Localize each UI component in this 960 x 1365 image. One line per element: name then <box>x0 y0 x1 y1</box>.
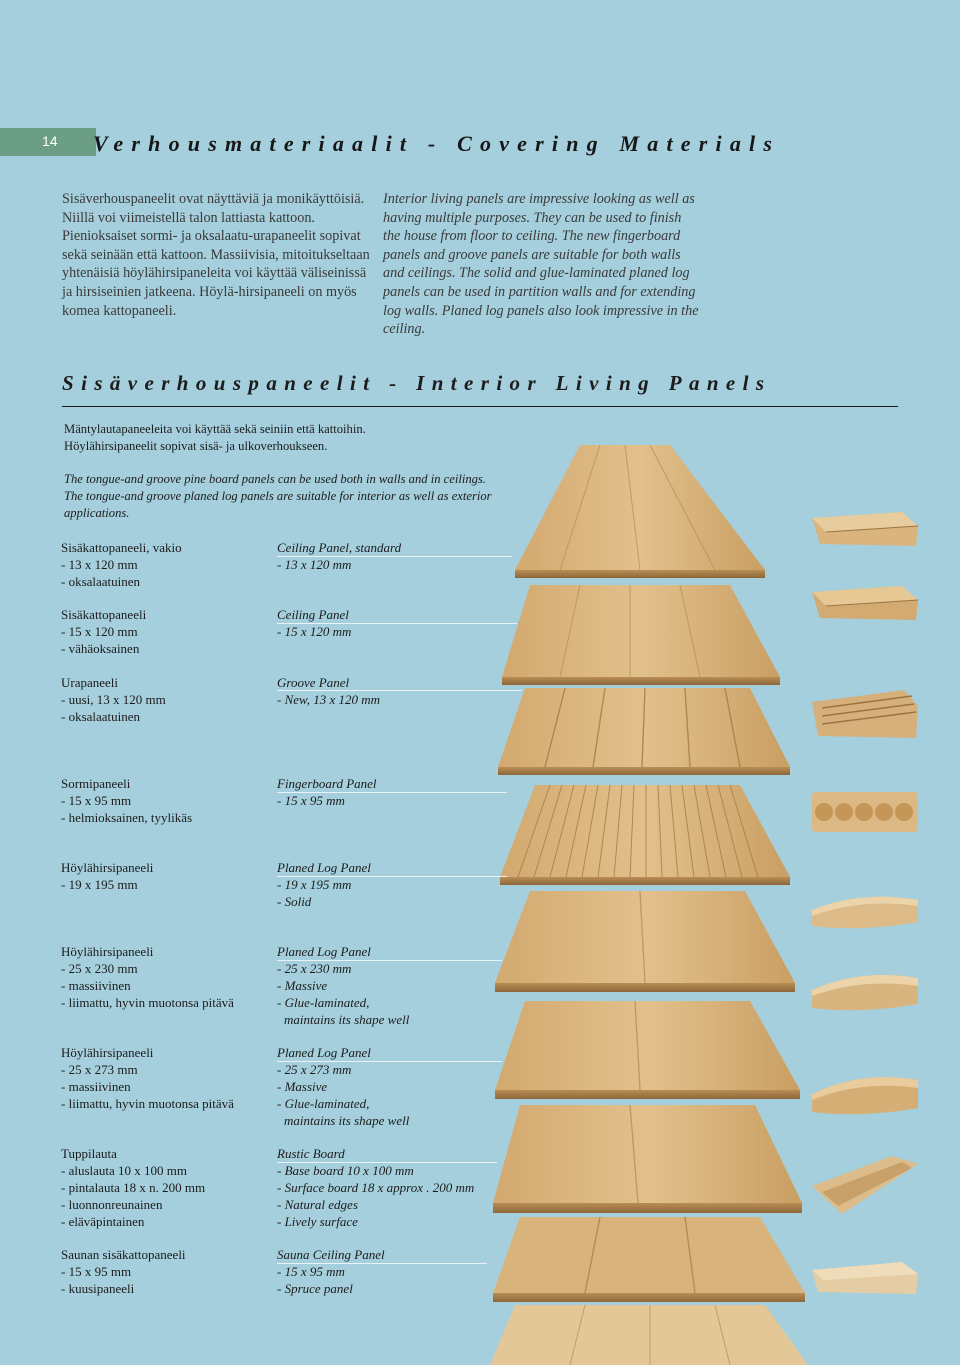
product-spec: - pintalauta 18 x n. 200 mm <box>61 1179 206 1195</box>
profile-sample-rustic-board <box>812 1156 918 1214</box>
profile-sample-ceiling-standard <box>812 512 918 546</box>
profile-sample-ceiling <box>812 586 918 620</box>
product-spec: - Massive <box>277 977 328 993</box>
profile-sample-planed-log-195 <box>812 890 918 932</box>
product-name: Höylähirsipaneeli <box>61 944 154 959</box>
section-title: Sisäverhouspaneelit - Interior Living Panels <box>62 371 772 395</box>
guide-line <box>277 556 512 557</box>
product-spec: - 15 x 95 mm <box>61 792 132 808</box>
section-note-english <box>64 471 544 522</box>
page-number-tab <box>0 128 96 156</box>
product-spec: - 25 x 230 mm <box>61 960 138 976</box>
product-spec: - Surface board 18 x approx . 200 mm <box>277 1179 475 1195</box>
product-spec: - Glue-laminated, <box>277 994 370 1010</box>
product-spec: - Natural edges <box>277 1196 358 1212</box>
product-spec: - Massive <box>277 1078 328 1094</box>
product-spec: - 25 x 230 mm <box>277 960 352 976</box>
product-name: Sauna Ceiling Panel <box>277 1247 385 1262</box>
profile-sample-groove <box>812 690 918 738</box>
product-name: Ceiling Panel, standard <box>277 540 402 555</box>
guide-line <box>277 1263 487 1264</box>
product-en-rustic-board <box>277 1146 474 1231</box>
product-spec: - 15 x 120 mm <box>61 623 138 639</box>
product-fi-planed-log-230 <box>61 944 234 1012</box>
intro-finnish: Sisäverhouspaneelit ovat näyttäviä ja monikäyttöisiä. Niillä voi viimeistellä talon lattiasta kattoon. Pienioksaiset sormi- ja oksalaatu-urapaneelit sopivat sekä seinään että kattoon. Massiivisia, mitoitukseltaan yhtenäisiä höylähirsipaneleita voi käyttää väliseinissä ja hirsiseinien jatkeena. Höylä-hirsipaneeli on myös komea kattopaneeli. <box>62 191 370 319</box>
product-name: Höylähirsipaneeli <box>61 1045 154 1060</box>
product-name: Ceiling Panel <box>277 607 349 622</box>
note-en-line: The tongue-and groove planed log panels are suitable for interior as well as exterior applications. <box>64 489 492 520</box>
note-fi-line: Höylähirsipaneelit sopivat sisä- ja ulkoverhoukseen. <box>64 439 328 453</box>
panel-layer-6 <box>495 1001 800 1099</box>
guide-line <box>277 1162 497 1163</box>
profile-sample-fingerboard <box>812 788 918 832</box>
profile-sample-planed-log-230 <box>812 968 918 1014</box>
panel-layer-3 <box>498 688 790 775</box>
product-spec: - massiivinen <box>61 977 131 993</box>
product-spec: - liimattu, hyvin muotonsa pitävä <box>61 1095 234 1111</box>
product-spec: - kuusipaneeli <box>61 1280 135 1296</box>
product-spec: - massiivinen <box>61 1078 131 1094</box>
panel-layer-5 <box>495 891 795 992</box>
product-name: Höylähirsipaneeli <box>61 860 154 875</box>
product-fi-rustic-board <box>61 1146 205 1231</box>
product-spec: - vähäoksainen <box>61 640 140 656</box>
product-name: Sisäkattopaneeli <box>61 607 147 622</box>
product-spec: - helmioksainen, tyylikäs <box>61 809 193 825</box>
page-title: Verhousmateriaalit - Covering Materials <box>93 131 781 156</box>
page-number: 14 <box>42 133 58 149</box>
product-fi-sauna-ceiling <box>61 1247 186 1298</box>
product-name: Sormipaneeli <box>61 776 131 791</box>
product-fi-fingerboard <box>61 776 192 827</box>
product-spec: - Base board 10 x 100 mm <box>277 1162 414 1178</box>
product-name: Fingerboard Panel <box>277 776 377 791</box>
panel-stack-illustration <box>490 445 810 1365</box>
product-name: Planed Log Panel <box>277 1045 371 1060</box>
product-spec: - uusi, 13 x 120 mm <box>61 691 166 707</box>
product-en-planed-log-273 <box>277 1045 409 1130</box>
product-spec: - 19 x 195 mm <box>277 876 352 892</box>
product-spec: - oksalaatuinen <box>61 708 141 724</box>
profile-sample-sauna-ceiling <box>812 1262 918 1294</box>
guide-line <box>277 1061 502 1062</box>
product-name: Urapaneeli <box>61 675 119 690</box>
product-spec: - 15 x 95 mm <box>277 792 345 808</box>
product-spec: - 15 x 95 mm <box>277 1263 345 1279</box>
product-en-groove <box>277 675 380 709</box>
product-spec: - Glue-laminated, <box>277 1095 370 1111</box>
product-spec: - aluslauta 10 x 100 mm <box>61 1162 188 1178</box>
note-en-line: The tongue-and groove pine board panels can be used both in walls and in ceilings. <box>64 472 486 486</box>
panel-layer-7 <box>493 1105 802 1213</box>
profile-sample-planed-log-273 <box>812 1070 918 1118</box>
product-spec: - 19 x 195 mm <box>61 876 138 892</box>
product-spec: maintains its shape well <box>284 1112 410 1128</box>
product-spec: - oksalaatuinen <box>61 573 141 589</box>
product-name: Groove Panel <box>277 675 350 690</box>
product-spec: - Solid <box>277 893 312 909</box>
guide-line <box>277 623 517 624</box>
note-fi-line: Mäntylautapaneeleita voi käyttää sekä seiniin että kattoihin. <box>64 422 366 436</box>
product-fi-planed-log-195 <box>61 860 153 894</box>
product-fi-groove <box>61 675 166 726</box>
product-spec: - Lively surface <box>277 1213 358 1229</box>
product-spec: maintains its shape well <box>284 1011 410 1027</box>
product-spec: - eläväpintainen <box>61 1213 145 1229</box>
product-spec: - Spruce panel <box>277 1280 353 1296</box>
section-note-finnish <box>64 421 544 455</box>
product-en-planed-log-195 <box>277 860 371 911</box>
intro-english: Interior living panels are impressive looking as well as having multiple purposes. They can be used to finish the house from floor to ceiling. The new fingerboard panels and groove panels are suitable for both walls and ceilings. The solid and glue-laminated planed log panels can be used in partition walls and for extending log walls. Planed log panels also look impressive in the ceiling. <box>383 191 699 338</box>
product-name: Planed Log Panel <box>277 944 371 959</box>
panel-layer-9 <box>490 1305 808 1365</box>
product-spec: - 15 x 95 mm <box>61 1263 132 1279</box>
product-spec: - New, 13 x 120 mm <box>277 691 381 707</box>
product-fi-ceiling <box>61 607 146 658</box>
product-name: Planed Log Panel <box>277 860 371 875</box>
product-spec: - 13 x 120 mm <box>61 556 138 572</box>
product-name: Rustic Board <box>277 1146 345 1161</box>
product-spec: - 25 x 273 mm <box>277 1061 352 1077</box>
guide-line <box>277 690 522 691</box>
product-name: Tuppilauta <box>61 1146 117 1161</box>
product-fi-ceiling-standard <box>61 540 182 591</box>
product-spec: - liimattu, hyvin muotonsa pitävä <box>61 994 234 1010</box>
product-spec: - 25 x 273 mm <box>61 1061 138 1077</box>
product-name: Saunan sisäkattopaneeli <box>61 1247 186 1262</box>
guide-line <box>277 960 502 961</box>
panel-layer-2 <box>502 585 780 685</box>
product-spec: - 15 x 120 mm <box>277 623 352 639</box>
product-spec: - 13 x 120 mm <box>277 556 352 572</box>
guide-line <box>277 876 507 877</box>
panel-layer-8 <box>493 1217 805 1302</box>
product-en-planed-log-230 <box>277 944 409 1029</box>
product-spec: - luonnonreunainen <box>61 1196 163 1212</box>
guide-line <box>277 792 507 793</box>
product-en-sauna-ceiling <box>277 1247 385 1298</box>
product-fi-planed-log-273 <box>61 1045 234 1113</box>
section-divider <box>62 406 898 407</box>
panel-layer-4 <box>500 785 790 885</box>
product-name: Sisäkattopaneeli, vakio <box>61 540 182 555</box>
panel-layer-1 <box>515 445 765 578</box>
